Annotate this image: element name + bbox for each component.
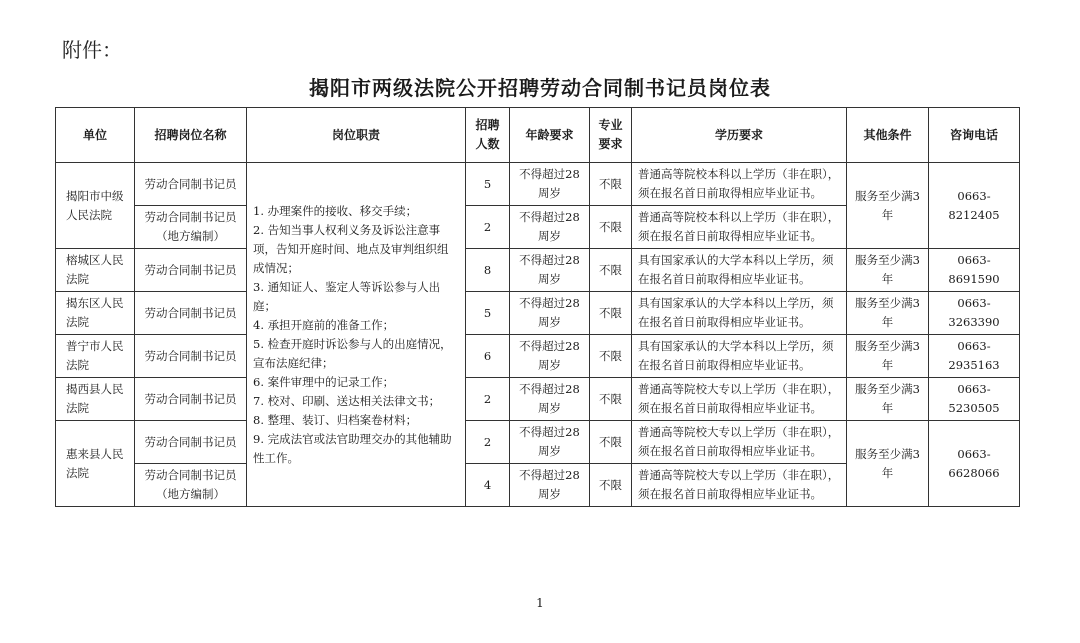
duty-item: 8. 整理、装订、归档案卷材料； [253,412,418,427]
count-cell: 2 [466,206,510,249]
position-cell: 劳动合同制书记员 [135,163,247,206]
education-cell: 普通高等院校大专以上学历（非在职），须在报名首日前取得相应毕业证书。 [632,378,847,421]
count-cell: 8 [466,249,510,292]
other-cell: 服务至少满3年 [847,163,929,249]
education-cell: 具有国家承认的大学本科以上学历，须在报名首日前取得相应毕业证书。 [632,292,847,335]
header-other: 其他条件 [847,108,929,163]
header-age: 年龄要求 [510,108,590,163]
positions-table [55,107,1020,507]
major-cell: 不限 [590,206,632,249]
major-cell: 不限 [590,335,632,378]
header-duties: 岗位职责 [247,108,466,163]
unit-cell: 榕城区人民法院 [56,249,135,292]
education-cell: 普通高等院校本科以上学历（非在职），须在报名首日前取得相应毕业证书。 [632,206,847,249]
position-cell: 劳动合同制书记员 [135,378,247,421]
header-education: 学历要求 [632,108,847,163]
age-cell: 不得超过28周岁 [510,335,590,378]
position-cell: 劳动合同制书记员 [135,335,247,378]
page-number: 1 [536,596,544,610]
table-row [56,249,1020,292]
count-cell: 4 [466,464,510,507]
other-cell: 服务至少满3年 [847,335,929,378]
count-cell: 5 [466,292,510,335]
other-cell: 服务至少满3年 [847,378,929,421]
position-cell: 劳动合同制书记员 [135,292,247,335]
major-cell: 不限 [590,292,632,335]
position-cell: 劳动合同制书记员（地方编制） [135,206,247,249]
duty-item: 9. 完成法官或法官助理交办的其他辅助性工作。 [253,431,452,465]
age-cell: 不得超过28周岁 [510,464,590,507]
duty-item: 1. 办理案件的接收、移交手续； [253,203,418,218]
duties-cell [247,163,466,507]
age-cell: 不得超过28周岁 [510,206,590,249]
education-cell: 普通高等院校大专以上学历（非在职），须在报名首日前取得相应毕业证书。 [632,464,847,507]
table-row [56,163,1020,206]
table-row [56,378,1020,421]
table-header-row [56,108,1020,163]
header-count: 招聘人数 [466,108,510,163]
count-cell: 5 [466,163,510,206]
table-row [56,421,1020,464]
major-cell: 不限 [590,464,632,507]
position-cell: 劳动合同制书记员 [135,421,247,464]
unit-cell: 揭阳市中级人民法院 [56,163,135,249]
header-major: 专业要求 [590,108,632,163]
phone-cell: 0663-8691590 [929,249,1020,292]
count-cell: 2 [466,378,510,421]
duty-item: 2. 告知当事人权利义务及诉讼注意事项，告知开庭时间、地点及审判组织组成情况； [253,222,449,275]
header-phone: 咨询电话 [929,108,1020,163]
table-row [56,335,1020,378]
age-cell: 不得超过28周岁 [510,292,590,335]
count-cell: 6 [466,335,510,378]
education-cell: 具有国家承认的大学本科以上学历，须在报名首日前取得相应毕业证书。 [632,335,847,378]
unit-cell: 揭西县人民法院 [56,378,135,421]
duty-item: 7. 校对、印刷、送达相关法律文书； [253,393,441,408]
duty-item: 3. 通知证人、鉴定人等诉讼参与人出庭； [253,279,441,313]
phone-cell: 0663-5230505 [929,378,1020,421]
page-title: 揭阳市两级法院公开招聘劳动合同制书记员岗位表 [309,76,771,100]
unit-cell: 惠来县人民法院 [56,421,135,507]
education-cell: 具有国家承认的大学本科以上学历，须在报名首日前取得相应毕业证书。 [632,249,847,292]
position-cell: 劳动合同制书记员（地方编制） [135,464,247,507]
unit-cell: 普宁市人民法院 [56,335,135,378]
other-cell: 服务至少满3年 [847,421,929,507]
education-cell: 普通高等院校大专以上学历（非在职），须在报名首日前取得相应毕业证书。 [632,421,847,464]
phone-cell: 0663-3263390 [929,292,1020,335]
duty-item: 6. 案件审理中的记录工作； [253,374,395,389]
phone-cell: 0663-2935163 [929,335,1020,378]
age-cell: 不得超过28周岁 [510,249,590,292]
other-cell: 服务至少满3年 [847,292,929,335]
major-cell: 不限 [590,421,632,464]
duty-item: 4. 承担开庭前的准备工作； [253,317,395,332]
attachment-label: 附件： [62,38,122,62]
duty-item: 5. 检查开庭时诉讼参与人的出庭情况，宣布法庭纪律； [253,336,452,370]
header-unit: 单位 [56,108,135,163]
position-cell: 劳动合同制书记员 [135,249,247,292]
phone-cell: 0663-6628066 [929,421,1020,507]
major-cell: 不限 [590,163,632,206]
table-row [56,292,1020,335]
count-cell: 2 [466,421,510,464]
age-cell: 不得超过28周岁 [510,421,590,464]
age-cell: 不得超过28周岁 [510,378,590,421]
major-cell: 不限 [590,249,632,292]
phone-cell: 0663-8212405 [929,163,1020,249]
unit-cell: 揭东区人民法院 [56,292,135,335]
header-position: 招聘岗位名称 [135,108,247,163]
other-cell: 服务至少满3年 [847,249,929,292]
education-cell: 普通高等院校本科以上学历（非在职），须在报名首日前取得相应毕业证书。 [632,163,847,206]
age-cell: 不得超过28周岁 [510,163,590,206]
major-cell: 不限 [590,378,632,421]
